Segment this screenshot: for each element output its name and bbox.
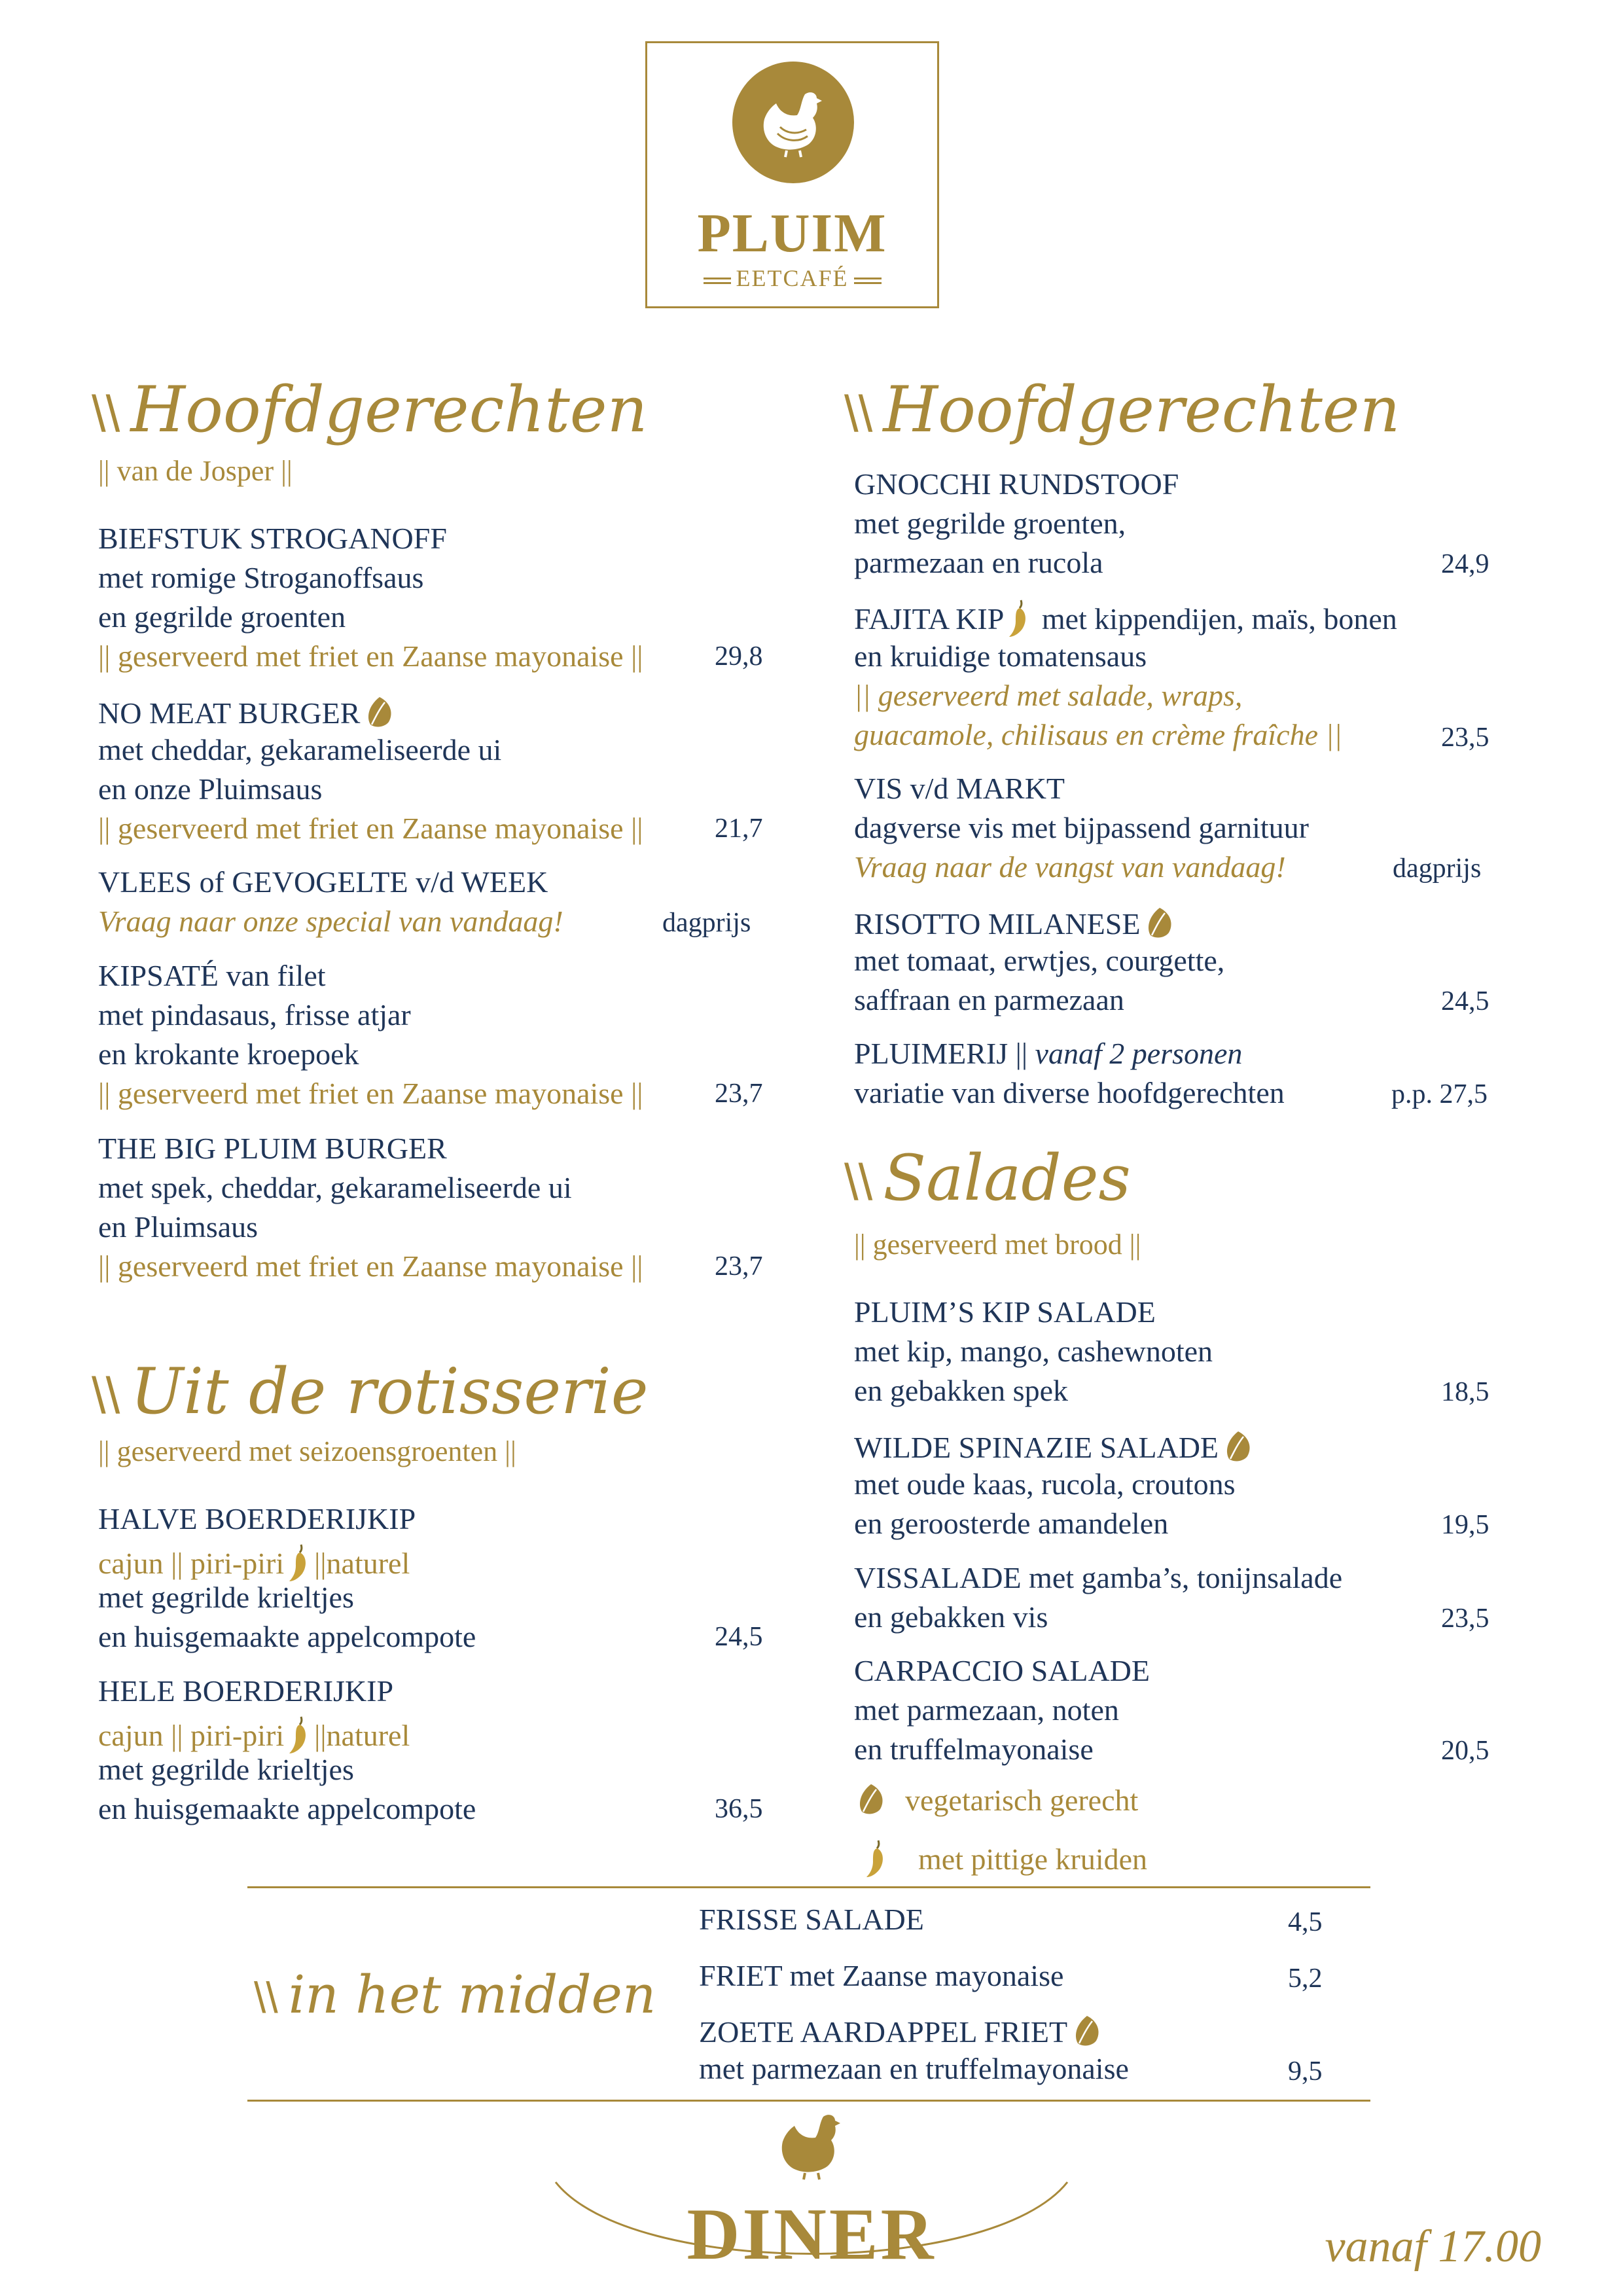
side-price: 5,2 <box>1288 1964 1323 1994</box>
dish-description: variatie van diverse hoofdgerechten <box>854 1076 1285 1109</box>
leaf-icon <box>365 696 394 728</box>
side-description: met parmezaan en truffelmayonaise <box>699 2052 1129 2085</box>
dish-description: parmezaan en rucola <box>854 546 1103 579</box>
dish-options-naturel: ||naturel <box>314 1719 410 1752</box>
chili-pepper-icon <box>288 1715 310 1755</box>
dish-name: VISSALADE met gamba’s, tonijnsalade <box>854 1561 1343 1594</box>
dish-served-with: || geserveerd met friet en Zaanse mayonaise || <box>98 639 643 673</box>
dish-description: met parmezaan, noten <box>854 1693 1119 1727</box>
divider-bottom <box>247 2100 1370 2102</box>
side-name: FRISSE SALADE <box>699 1903 924 1936</box>
dish-name-row <box>98 696 394 728</box>
dish-served-with: || geserveerd met friet en Zaanse mayonaise || <box>98 812 643 845</box>
dish-name: GNOCCHI RUNDSTOOF <box>854 467 1179 501</box>
section-subtitle-salades: || geserveerd met brood || <box>854 1229 1141 1261</box>
menu-title: DINER <box>687 2194 936 2275</box>
dish-served-with: guacamole, chilisaus en crème fraîche || <box>854 718 1342 751</box>
brand-name: PLUIM <box>697 203 887 264</box>
dish-name: NO MEAT BURGER <box>98 696 361 730</box>
dish-note: Vraag naar onze special van vandaag! <box>98 905 563 938</box>
dish-name-row <box>854 1039 1242 1069</box>
dish-description: en kruidige tomatensaus <box>854 639 1147 673</box>
dish-name: KIPSATÉ van filet <box>98 959 326 992</box>
dish-description: en huisgemaakte appelcompote <box>98 1620 476 1653</box>
dish-description: en gebakken vis <box>854 1600 1048 1634</box>
dish-price: dagprijs <box>1393 853 1482 884</box>
dish-options-naturel: ||naturel <box>314 1547 410 1580</box>
opening-time: vanaf 17.00 <box>1325 2221 1541 2272</box>
dish-price: 18,5 <box>1441 1377 1489 1407</box>
dish-price: 23,5 <box>1441 723 1489 753</box>
dish-name-row <box>854 1430 1253 1463</box>
section-subtitle-rotisserie: || geserveerd met seizoensgroenten || <box>98 1435 516 1467</box>
dish-price: 24,9 <box>1441 549 1489 579</box>
dish-options: cajun || piri-piri <box>98 1547 285 1580</box>
dish-name-row <box>854 599 1397 638</box>
dish-price: 29,8 <box>715 641 763 672</box>
legend-spicy: met pittige kruiden <box>854 1839 1147 1878</box>
side-name: ZOETE AARDAPPEL FRIET <box>699 2015 1068 2049</box>
dish-served-with: || geserveerd met salade, wraps, <box>854 679 1243 712</box>
dish-description: dagverse vis met bijpassend garnituur <box>854 811 1309 844</box>
dish-price: 24,5 <box>1441 986 1489 1016</box>
dish-price: 19,5 <box>1441 1510 1489 1540</box>
leaf-icon <box>1073 2015 1101 2047</box>
dish-options-row <box>98 1715 410 1755</box>
dish-price: 21,7 <box>715 814 763 844</box>
dish-name: RISOTTO MILANESE <box>854 907 1141 941</box>
legend-veg: vegetarisch gerecht <box>854 1783 1138 1816</box>
dish-price: 24,5 <box>715 1622 763 1652</box>
side-price: 4,5 <box>1288 1907 1323 1937</box>
brand-subtitle-row <box>647 264 937 292</box>
dish-description: met pindasaus, frisse atjar <box>98 998 411 1031</box>
dish-name: PLUIMERIJ || <box>854 1037 1028 1070</box>
dish-name: FAJITA KIP <box>854 602 1005 636</box>
dish-price: dagprijs <box>662 908 751 938</box>
chili-pepper-icon <box>857 1839 896 1878</box>
dish-name: PLUIM’S KIP SALADE <box>854 1295 1156 1329</box>
chili-pepper-icon <box>288 1543 310 1583</box>
chili-pepper-icon <box>1008 599 1030 638</box>
dish-description: met gegrilde groenten, <box>854 507 1126 540</box>
side-name: FRIET met Zaanse mayonaise <box>699 1959 1064 1992</box>
section-title-midden: \\ in het midden <box>254 1964 656 2025</box>
section-title-hoofdgerechten-left: \\ Hoofdgerechten <box>92 373 648 446</box>
divider-top <box>247 1886 1370 1888</box>
brand-subtitle: EETCAFÉ <box>736 265 849 291</box>
leaf-icon <box>857 1783 885 1816</box>
dish-description: met gegrilde krieltjes <box>98 1753 354 1786</box>
dish-price: 23,7 <box>715 1079 763 1109</box>
side-name-row <box>699 2015 1101 2047</box>
dish-description: en geroosterde amandelen <box>854 1507 1169 1540</box>
dish-description: en truffelmayonaise <box>854 1732 1094 1766</box>
dish-note: Vraag naar de vangst van vandaag! <box>854 850 1286 884</box>
logo-emblem <box>732 62 854 183</box>
dish-options: cajun || piri-piri <box>98 1719 285 1752</box>
section-subtitle-josper: || van de Josper || <box>98 455 293 487</box>
dish-description: met spek, cheddar, gekarameliseerde ui <box>98 1171 572 1204</box>
dish-served-with: || geserveerd met friet en Zaanse mayonaise || <box>98 1249 643 1283</box>
brand-logo <box>645 41 939 308</box>
dish-name: BIEFSTUK STROGANOFF <box>98 522 447 555</box>
dish-price: 23,5 <box>1441 1604 1489 1634</box>
dish-name: CARPACCIO SALADE <box>854 1654 1150 1687</box>
dish-description: en gebakken spek <box>854 1374 1068 1407</box>
section-title-hoofdgerechten-right: \\ Hoofdgerechten <box>844 373 1400 446</box>
dish-description: met kippendijen, maïs, bonen <box>1041 602 1397 636</box>
dish-name-row <box>854 906 1174 939</box>
dish-description: en Pluimsaus <box>98 1210 259 1244</box>
chicken-icon <box>772 2109 851 2181</box>
dish-description: met tomaat, erwtjes, courgette, <box>854 944 1225 977</box>
dish-price: 36,5 <box>715 1794 763 1824</box>
dish-name: HELE BOERDERIJKIP <box>98 1674 394 1708</box>
dish-options-row <box>98 1543 410 1583</box>
dish-price: 20,5 <box>1441 1736 1489 1766</box>
dish-name-note: vanaf 2 personen <box>1035 1037 1243 1070</box>
dish-description: saffraan en parmezaan <box>854 983 1124 1016</box>
dish-served-with: || geserveerd met friet en Zaanse mayonaise || <box>98 1077 643 1110</box>
dish-name: HALVE BOERDERIJKIP <box>98 1502 416 1535</box>
dish-description: met romige Stroganoffsaus <box>98 561 424 594</box>
dish-price: p.p. 27,5 <box>1391 1079 1488 1109</box>
section-title-rotisserie: \\ Uit de rotisserie <box>92 1355 649 1428</box>
dish-description: en gegrilde groenten <box>98 600 346 634</box>
dish-description: en onze Pluimsaus <box>98 772 323 806</box>
dish-name: VLEES of GEVOGELTE v/d WEEK <box>98 865 548 899</box>
section-title-salades: \\ Salades <box>844 1141 1131 1215</box>
dish-description: met kip, mango, cashewnoten <box>854 1335 1213 1368</box>
dish-price: 23,7 <box>715 1251 763 1282</box>
dish-name: VIS v/d MARKT <box>854 772 1065 805</box>
leaf-icon <box>1145 906 1174 939</box>
side-price: 9,5 <box>1288 2056 1323 2087</box>
dish-description: en krokante kroepoek <box>98 1037 359 1071</box>
dish-description: met cheddar, gekarameliseerde ui <box>98 733 502 766</box>
dish-description: met gegrilde krieltjes <box>98 1581 354 1614</box>
dish-description: en huisgemaakte appelcompote <box>98 1792 476 1825</box>
dish-name: THE BIG PLUIM BURGER <box>98 1132 447 1165</box>
leaf-icon <box>1224 1430 1253 1463</box>
dish-description: met oude kaas, rucola, croutons <box>854 1467 1236 1501</box>
chicken-icon <box>732 62 854 183</box>
dish-name: WILDE SPINAZIE SALADE <box>854 1431 1219 1464</box>
